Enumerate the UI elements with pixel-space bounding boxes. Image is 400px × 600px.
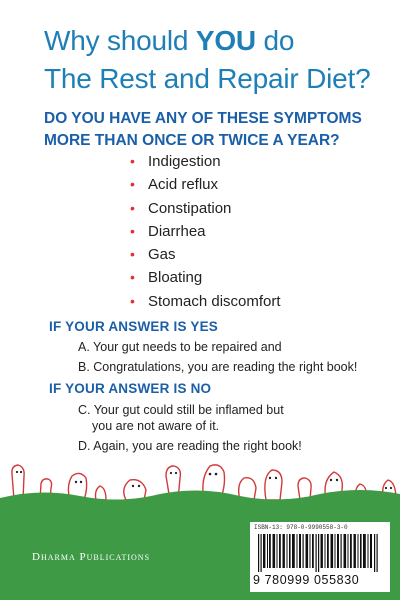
bullet-icon: • bbox=[130, 222, 135, 239]
symptom-label: Stomach discomfort bbox=[148, 292, 281, 310]
answer-yes-heading: IF YOUR ANSWER IS YES bbox=[49, 319, 218, 334]
barcode-number: 9 780999 055830 bbox=[253, 573, 360, 587]
answer-d: D. Again, you are reading the right book! bbox=[78, 439, 302, 453]
creature-shape bbox=[96, 486, 107, 500]
question-line-1: DO YOU HAVE ANY OF THESE SYMPTOMS bbox=[44, 110, 362, 127]
isbn-small-text: ISBN-13: 978-0-9990558-3-0 bbox=[254, 524, 348, 531]
creature-shape bbox=[124, 480, 146, 500]
answer-c-line-1: C. Your gut could still be inflamed but bbox=[78, 403, 284, 417]
barcode-icon bbox=[256, 534, 384, 572]
question-line-2: MORE THAN ONCE OR TWICE A YEAR? bbox=[44, 132, 340, 149]
answer-no-heading: IF YOUR ANSWER IS NO bbox=[49, 381, 212, 396]
symptom-label: Indigestion bbox=[148, 153, 221, 170]
bullet-icon: • bbox=[130, 176, 135, 193]
title-text-end: do bbox=[255, 25, 295, 56]
answer-c-line-2: you are not aware of it. bbox=[92, 419, 220, 433]
answer-b: B. Congratulations, you are reading the right book! bbox=[78, 360, 358, 374]
symptom-label: Constipation bbox=[148, 199, 232, 217]
answer-a: A. Your gut needs to be repaired and bbox=[78, 340, 282, 354]
bullet-icon: • bbox=[130, 292, 135, 309]
bullet-icon: • bbox=[130, 269, 135, 286]
title-text: Why should bbox=[44, 25, 196, 56]
bullet-icon: • bbox=[130, 153, 135, 169]
creature-shape bbox=[265, 470, 282, 500]
title-emphasis: YOU bbox=[195, 25, 256, 56]
symptom-label: Acid reflux bbox=[148, 176, 219, 194]
publisher-name: Dharma Publications bbox=[32, 551, 151, 563]
bullet-icon: • bbox=[130, 199, 135, 216]
barcode-panel bbox=[250, 522, 390, 592]
symptom-label: Gas bbox=[148, 246, 176, 264]
symptom-label: Bloating bbox=[148, 269, 203, 287]
bullet-icon: • bbox=[130, 246, 135, 263]
title-line-2: The Rest and Repair Diet? bbox=[44, 63, 371, 94]
symptom-label: Diarrhea bbox=[148, 222, 206, 240]
